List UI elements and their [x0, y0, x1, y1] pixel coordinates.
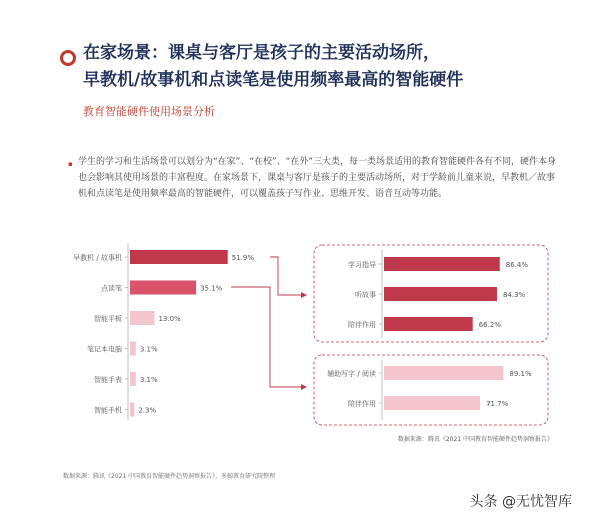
- description-text: 学生的学习和生活场景可以划分为“在家”、“在校”、“在外”三大类，每一类场景适用的教育智能硬件各有不同，硬件本身也会影响其使用场景的丰富程度。在家场景下，课桌与客厅是孩子的主要活动场所，对于学龄前儿童来说，早教机／故事机和点读笔是使用频率最高的智能硬件，可以覆盖孩子写作业、思维开发、语音互动等功能。: [78, 157, 556, 199]
- device-usage-chart: [73, 243, 307, 420]
- title-line-2: 早教机/故事机和点读笔是使用频率最高的智能硬件: [83, 70, 464, 90]
- connector-arrow-2: [301, 384, 307, 390]
- connector-arrow-1: [301, 292, 307, 298]
- left-category-label: 智能手表: [94, 376, 122, 384]
- right-bar: [384, 317, 473, 331]
- page-subtitle: 教育智能硬件使用场景分析: [83, 105, 215, 118]
- right-bar: [384, 287, 497, 301]
- watermark: 头条 @无忧智库: [469, 494, 572, 510]
- title-line-1: 在家场景：课桌与客厅是孩子的主要活动场所，: [83, 43, 440, 63]
- left-value-label: 13.0%: [158, 315, 181, 323]
- left-value-label: 3.1%: [139, 345, 158, 354]
- left-category-label: 笔记本电脑: [87, 345, 122, 354]
- right-bar: [384, 257, 500, 271]
- bullet-icon: ▪: [68, 160, 73, 168]
- right-panel-2: [314, 355, 548, 425]
- right-category-label: 陪伴作用: [348, 400, 376, 408]
- right-value-label: 66.2%: [478, 321, 501, 329]
- right-value-label: 89.1%: [509, 370, 532, 378]
- left-value-label: 35.1%: [200, 284, 223, 293]
- right-value-label: 71.7%: [486, 400, 509, 408]
- left-value-label: 3.1%: [139, 376, 158, 384]
- left-value-label: 2.3%: [138, 406, 157, 415]
- left-category-label: 点读笔: [101, 284, 122, 293]
- left-bar: [130, 250, 228, 264]
- footer-source: 数据来源：腾讯《2021 中国教育智能硬件趋势洞察报告》，多鲸教育研究院整理: [63, 473, 276, 480]
- connector-line-2: [231, 287, 302, 387]
- left-bar: [130, 372, 136, 386]
- left-category-label: 早教机 / 故事机: [73, 254, 122, 262]
- right-category-label: 听故事: [355, 291, 376, 299]
- right-value-label: 84.3%: [502, 291, 526, 299]
- left-value-label: 51.9%: [231, 254, 254, 262]
- left-category-label: 智能平板: [94, 315, 122, 323]
- left-bar: [130, 311, 154, 325]
- left-bar: [130, 342, 136, 356]
- right-category-label: 辅助写字 / 阅读: [327, 370, 376, 378]
- left-bar: [130, 403, 134, 417]
- left-bar: [130, 281, 196, 295]
- right-category-label: 学习指导: [348, 261, 376, 269]
- function-usage-chart: [314, 245, 548, 425]
- left-category-label: 智能手机: [94, 406, 122, 415]
- right-category-label: 陪伴作用: [348, 321, 376, 329]
- right-value-label: 86.4%: [505, 261, 529, 269]
- right-bar: [384, 396, 480, 410]
- chart-source-note: 数据来源：腾讯《2021 中国教育智能硬件趋势洞察报告》: [397, 436, 553, 443]
- right-bar: [384, 366, 503, 380]
- connector-line-1: [270, 257, 302, 295]
